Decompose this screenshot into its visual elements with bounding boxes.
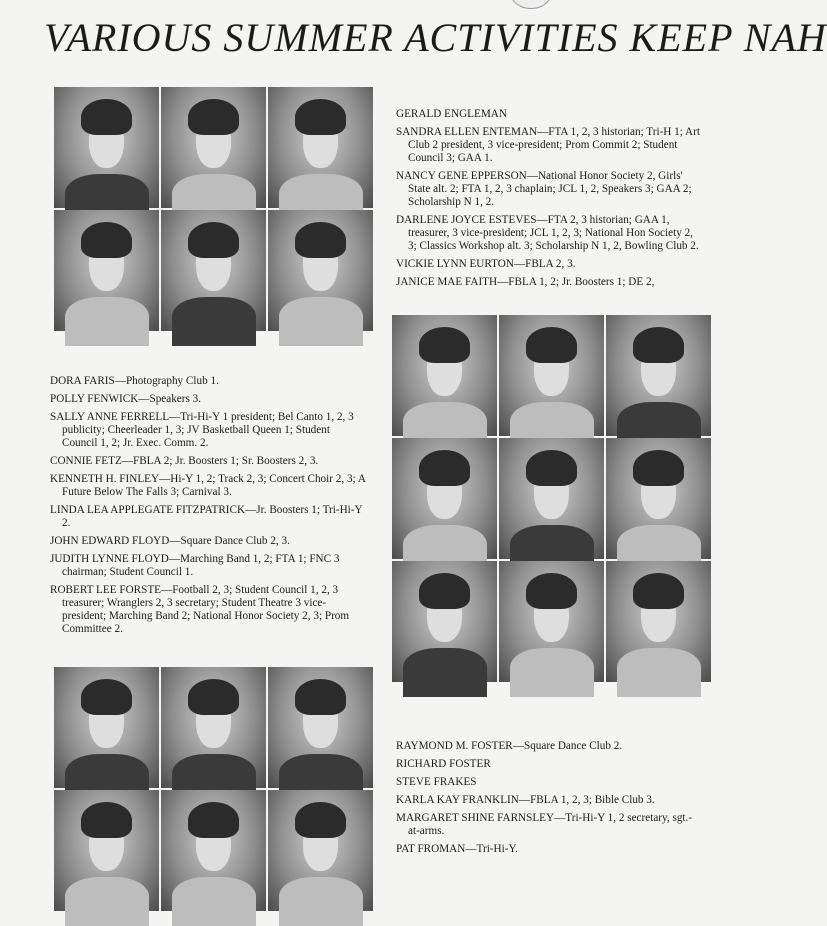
student-entry: JUDITH LYNNE FLOYD—Marching Band 1, 2; FTA 1; FNC 3 chairman; Student Council 1. — [50, 553, 340, 578]
portrait-photo — [499, 315, 604, 436]
student-entry: CONNIE FETZ—FBLA 2; Jr. Boosters 1; Sr. Boosters 2, 3. — [50, 455, 319, 467]
student-entry: KARLA KAY FRANKLIN—FBLA 1, 2, 3; Bible Club 3. — [396, 794, 655, 806]
student-entry: ROBERT LEE FORSTE—Football 2, 3; Student Council 1, 2, 3 treasurer; Wranglers 2, 3 secretary; Student Theatre 3 vice-president; Marching Band 2; National Honor Society 2, 3; Prom Committee 2. — [50, 584, 350, 635]
portrait-photo — [499, 438, 604, 559]
student-entry: RAYMOND M. FOSTER—Square Dance Club 2. — [396, 740, 623, 752]
student-entry: STEVE FRAKES — [396, 776, 477, 788]
portrait-photo — [161, 87, 266, 208]
portrait-photo — [268, 790, 373, 911]
student-entry: VICKIE LYNN EURTON—FBLA 2, 3. — [396, 258, 576, 270]
portrait-photo — [161, 790, 266, 911]
page-headline: VARIOUS SUMMER ACTIVITIES KEEP NAH — [44, 15, 827, 60]
portrait-photo — [392, 438, 497, 559]
portrait-photo — [54, 667, 159, 788]
portrait-photo — [606, 561, 711, 682]
portrait-photo — [268, 667, 373, 788]
portrait-photo — [268, 87, 373, 208]
student-entry: NANCY GENE EPPERSON—National Honor Society 2, Girls' State alt. 2; FTA 1, 2, 3 chaplain; JCL 1, 2, Speakers 3; GAA 2; Scholarship N 1, 2. — [396, 170, 692, 208]
student-entry: MARGARET SHINE FARNSLEY—Tri-Hi-Y 1, 2 secretary, sgt.-at-arms. — [396, 812, 693, 837]
portrait-grid-right — [392, 315, 711, 682]
portrait-photo — [161, 667, 266, 788]
portrait-grid-top-left — [54, 87, 373, 331]
portrait-photo — [392, 561, 497, 682]
student-entry: SANDRA ELLEN ENTEMAN—FTA 1, 2, 3 historian; Tri-H 1; Art Club 2 president, 3 vice-president; Prom Commit 2; Student Council 3; GAA 1. — [396, 126, 700, 164]
portrait-photo — [606, 438, 711, 559]
portrait-photo — [54, 87, 159, 208]
student-entry: DARLENE JOYCE ESTEVES—FTA 2, 3 historian; GAA 1, treasurer, 3 vice-president; JCL 1, 2, 3; National Hon Society 2, 3; Classics Workshop alt. 3; Scholarship N 1, 2, Bowling Club 2. — [396, 214, 699, 252]
student-entry: DORA FARIS—Photography Club 1. — [50, 375, 219, 387]
portrait-photo — [606, 315, 711, 436]
portrait-photo — [392, 315, 497, 436]
name-list-right-bottom — [396, 740, 700, 861]
portrait-photo — [499, 561, 604, 682]
school-emblem — [508, 0, 554, 9]
portrait-grid-bottom-left — [54, 667, 373, 911]
student-entry: RICHARD FOSTER — [396, 758, 491, 770]
student-entry: JANICE MAE FAITH—FBLA 1, 2; Jr. Boosters 1; DE 2, — [396, 276, 655, 288]
portrait-photo — [161, 210, 266, 331]
student-entry: KENNETH H. FINLEY—Hi-Y 1, 2; Track 2, 3; Concert Choir 2, 3; A Future Below The Falls 3; Carnival 3. — [50, 473, 366, 498]
portrait-photo — [54, 210, 159, 331]
portrait-photo — [54, 790, 159, 911]
name-list-left — [50, 375, 368, 641]
student-entry: JOHN EDWARD FLOYD—Square Dance Club 2, 3. — [50, 535, 290, 547]
student-entry: POLLY FENWICK—Speakers 3. — [50, 393, 202, 405]
student-entry: PAT FROMAN—Tri-Hi-Y. — [396, 843, 518, 855]
portrait-photo — [268, 210, 373, 331]
student-entry: SALLY ANNE FERRELL—Tri-Hi-Y 1 president; Bel Canto 1, 2, 3 publicity; Cheerleader 1, 3; JV Basketball Queen 1; Student Council 1, 2; Jr. Exec. Comm. 2. — [50, 411, 354, 449]
student-entry: LINDA LEA APPLEGATE FITZPATRICK—Jr. Boosters 1; Tri-Hi-Y 2. — [50, 504, 363, 529]
student-entry: GERALD ENGLEMAN — [396, 108, 507, 120]
name-list-right-top — [396, 108, 700, 294]
